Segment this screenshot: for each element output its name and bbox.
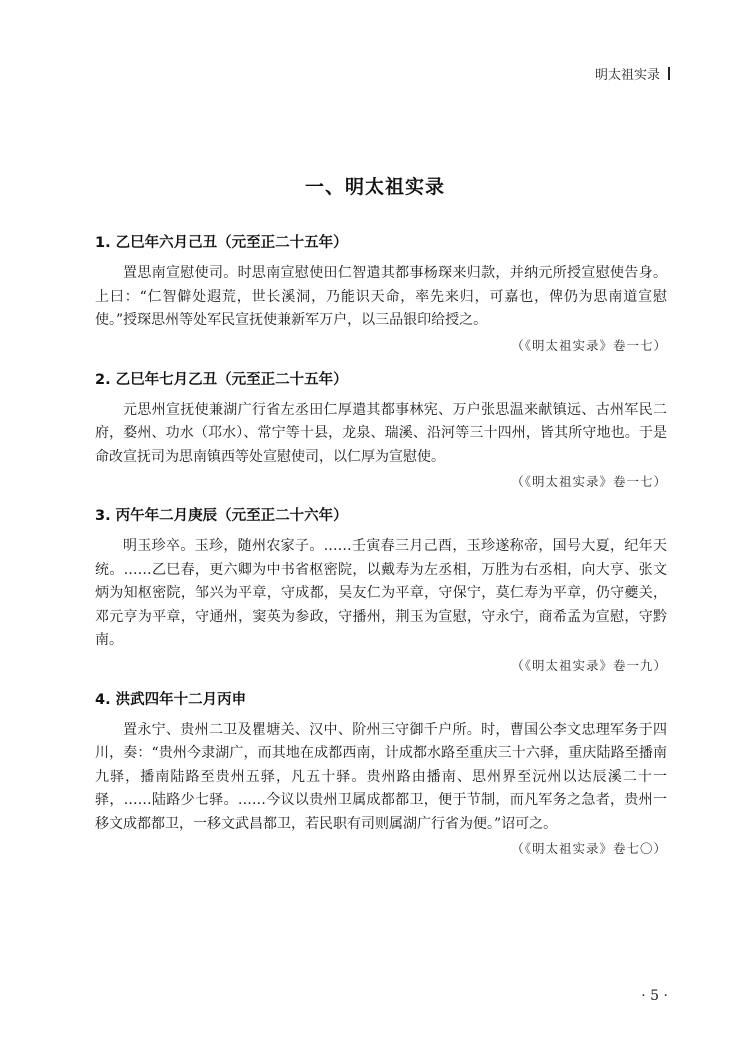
entry-3: [95, 505, 667, 677]
entry-1: [95, 232, 667, 357]
entry-heading: 3. 丙午年二月庚辰（元至正二十六年）: [95, 508, 348, 524]
page-number: · 5 ·: [641, 988, 668, 1004]
entry-2: [95, 369, 667, 494]
chapter-title: 一、明太祖实录: [304, 176, 445, 198]
entry-source: （《明太祖实录》卷一七）: [511, 474, 667, 489]
entry-body: 置永宁、贵州二卫及瞿塘关、汉中、阶州三守御千户所。时，曹国公李文忠理军务于四川，奏：“贵州今隶湖广，而其地在成都西南，计成都水路至重庆三十六驿，重庆陆路至播南九驿，播南陆路至贵州五驿，凡五十驿。贵州路由播南、思州界至沅州以达辰溪二十一驿，……陆路少七驿。……今议以贵州卫属成都都卫，便于节制，而凡军务之急者，贵州一移文成都都卫，一移文武昌都卫，若民职有司则属湖广行省为便。”诏可之。: [95, 721, 667, 832]
entry-source: （《明太祖实录》卷七〇）: [511, 841, 667, 856]
entry-body: 元思州宣抚使兼湖广行省左丞田仁厚遣其都事林宪、万户张思温来献镇远、古州军民二府，婺州、功水（邛水）、常宁等十县，龙泉、瑞溪、沿河等三十四州，皆其所守地也。于是命改宣抚司为思南镇西等处宣慰使司，以仁厚为宣慰使。: [95, 401, 667, 465]
header-divider-bar: [668, 67, 670, 80]
document-content: [95, 232, 667, 872]
entry-heading: 4. 洪武四年十二月丙申: [95, 691, 247, 708]
running-header: [595, 64, 670, 83]
entry-heading: 2. 乙巳年七月乙丑（元至正二十五年）: [95, 371, 348, 388]
entry-body: 置思南宣慰使司。时思南宣慰使田仁智遣其都事杨琛来归款，并纳元所授宣慰使告身。上曰：“仁智僻处遐荒，世长溪洞，乃能识天命，率先来归，可嘉也，俾仍为思南道宣慰使。”授琛思州等处军民宣抚使兼新军万户，以三品银印给授之。: [95, 265, 667, 328]
entry-source: （《明太祖实录》卷一七）: [511, 337, 667, 353]
entry-source: （《明太祖实录》卷一九）: [511, 657, 667, 673]
entry-heading: 1. 乙巳年六月己丑（元至正二十五年）: [95, 235, 348, 251]
running-title: 明太祖实录: [594, 68, 660, 83]
entry-body: 明玉珍卒。玉珍，随州农家子。……壬寅春三月己酉，玉珍遂称帝，国号大夏，纪年天统。……乙巳春，更六卿为中书省枢密院，以戴寿为左丞相，万胜为右丞相，向大亨、张文炳为知枢密院，邹兴为平章，守成都，吴友仁为平章，守保宁，莫仁寿为平章，仍守夔关，邓元亨为平章，守通州，窦英为参政，守播州，荆玉为宣慰，守永宁，商希孟为宣慰，守黔南。: [95, 538, 667, 648]
entry-4: [95, 689, 667, 861]
